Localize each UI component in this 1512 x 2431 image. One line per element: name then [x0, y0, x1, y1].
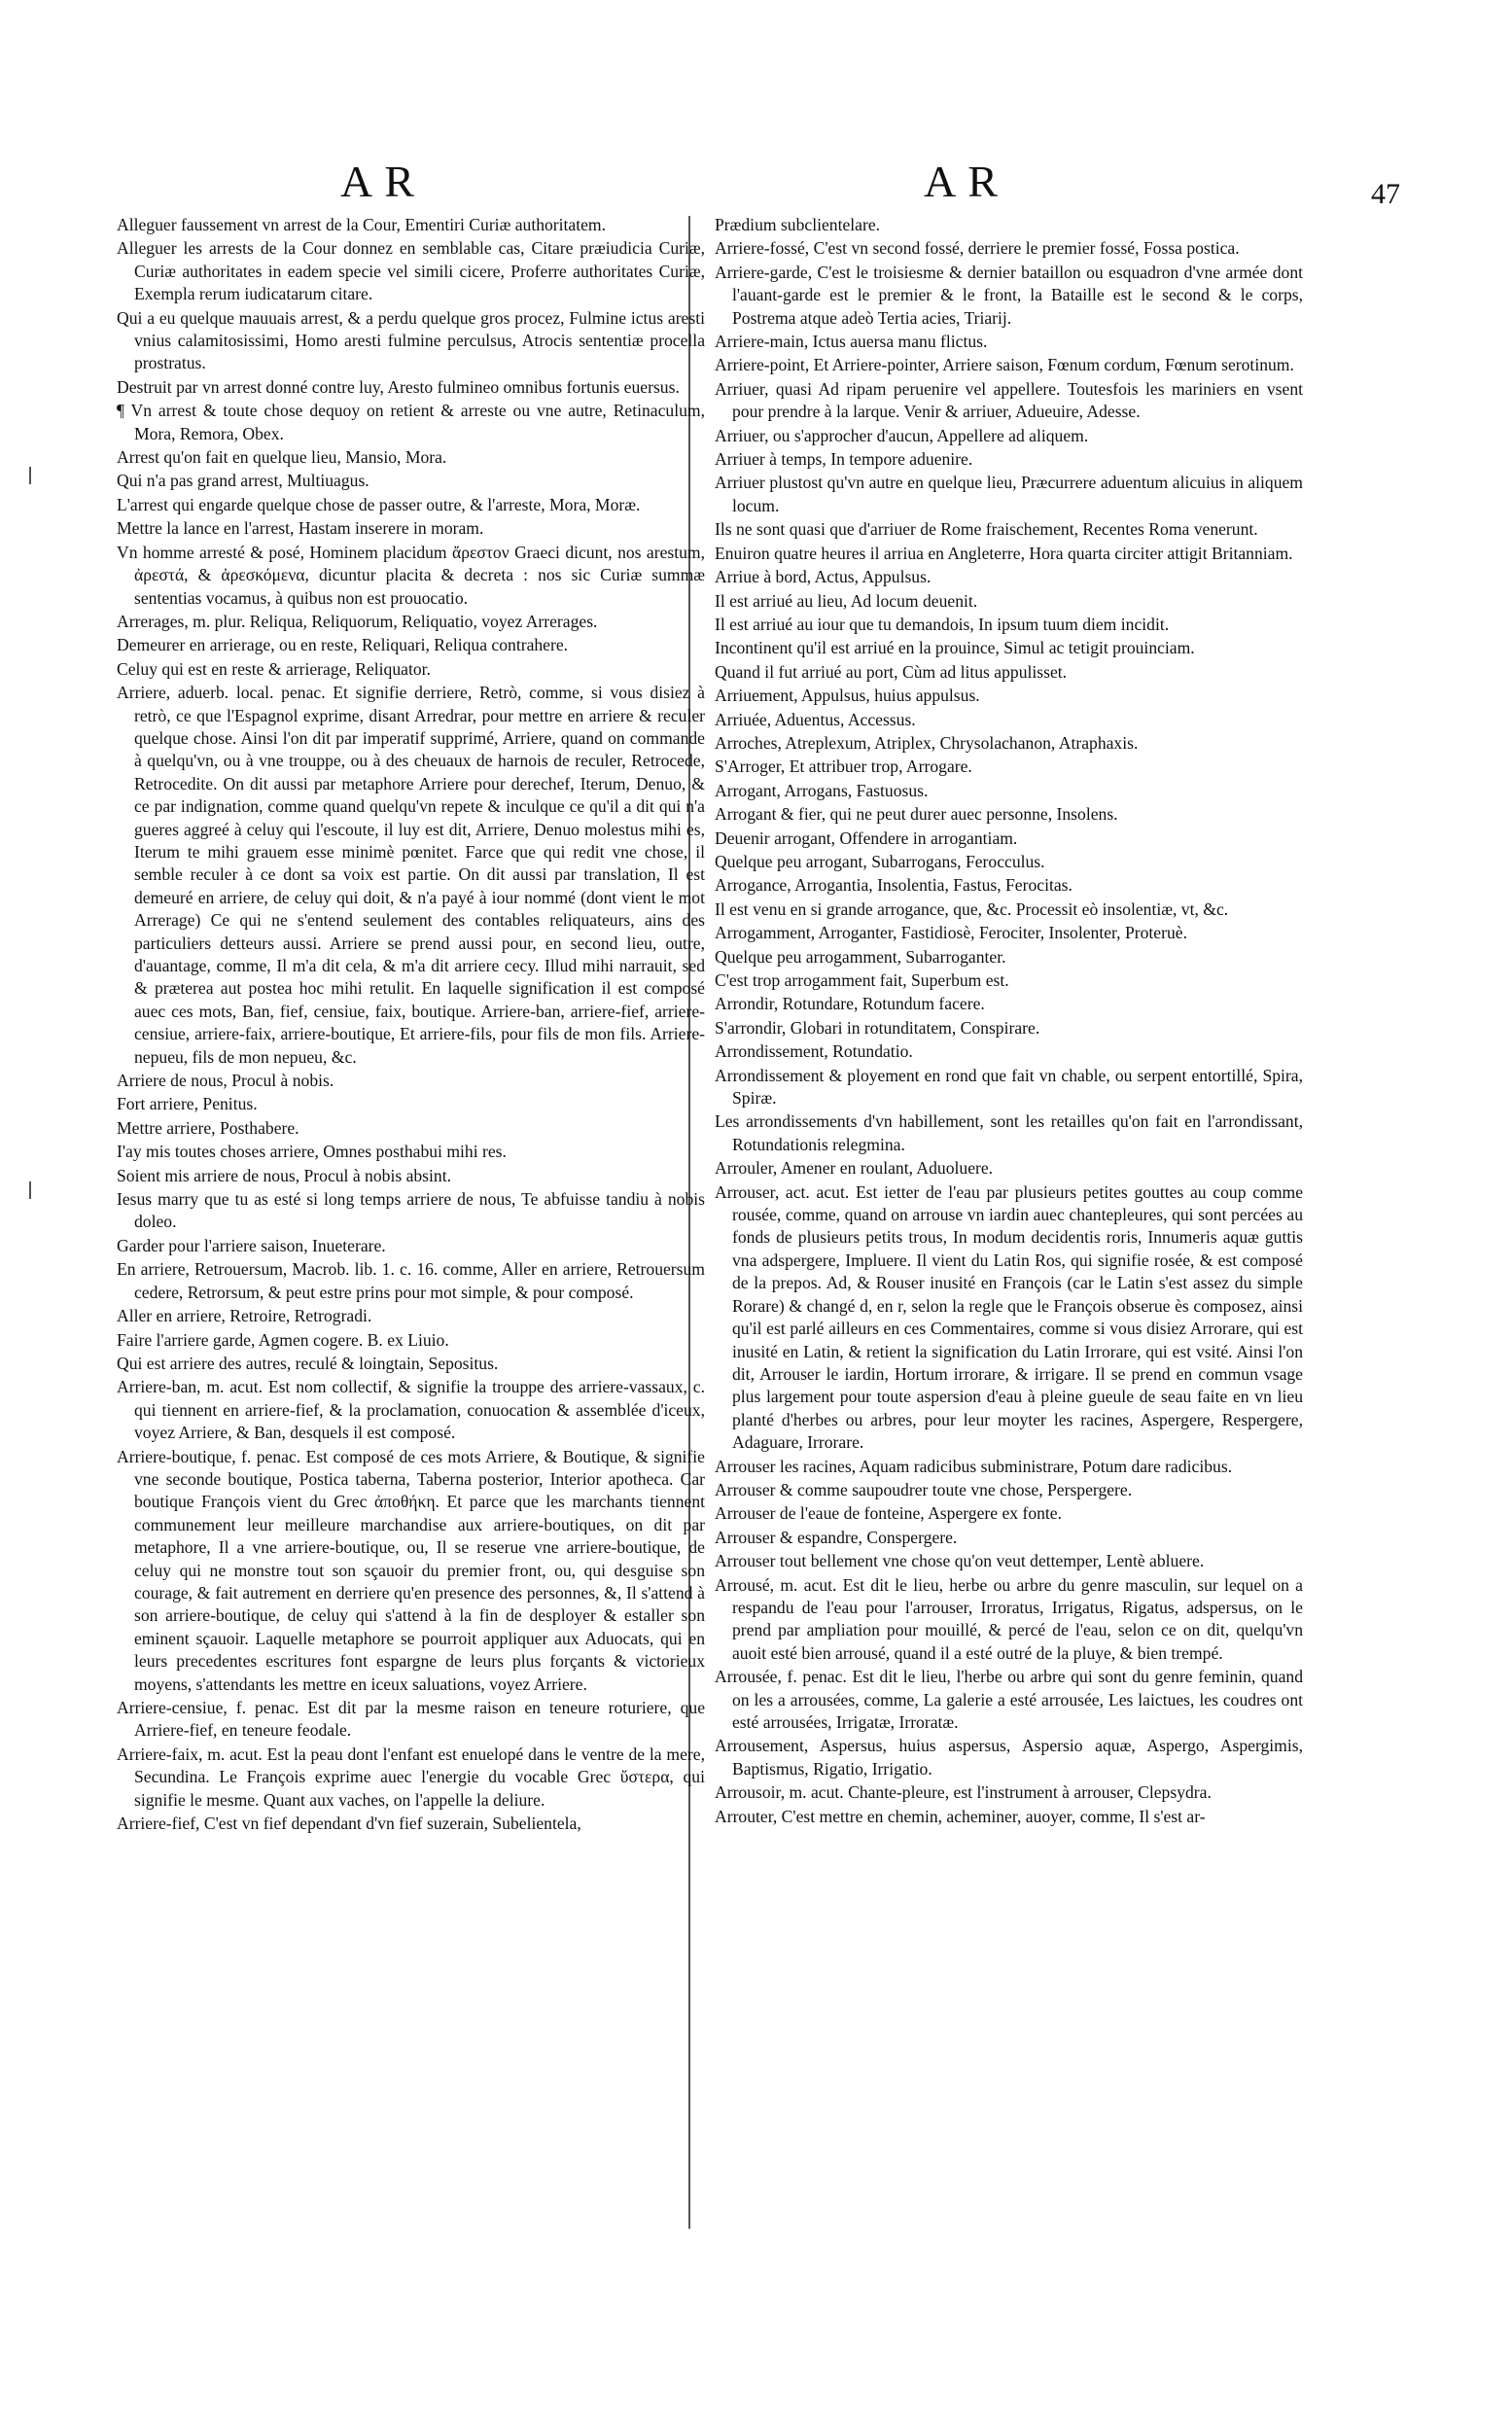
dictionary-entry: I'ay mis toutes choses arriere, Omnes posthabui mihi res.: [117, 1142, 507, 1162]
dictionary-entry: Arrousé, m. acut. Est dit le lieu, herbe ou arbre du genre masculin, sur lequel on a respandu de l'eau pour l'arrouser, Irroratus, Irrigatus, Rigatus, adspersus, on le prend par ampliation pour mouillé, & percé de l'eau, selon ce on dit, quelqu'vn auoit esté bien arrousé, quand il a esté outré de la pluye, & bien trempé.: [715, 1574, 1303, 1663]
dictionary-entry: S'arrondir, Globari in rotunditatem, Conspirare.: [715, 1017, 1040, 1038]
dictionary-entry: Arrondir, Rotundare, Rotundum facere.: [715, 994, 985, 1014]
dictionary-entry: C'est trop arrogamment fait, Superbum est.: [715, 970, 1009, 990]
margin-mark: [29, 467, 31, 484]
page-number: 47: [1371, 178, 1400, 210]
dictionary-entry: L'arrest qui engarde quelque chose de passer outre, & l'arreste, Mora, Moræ.: [117, 494, 641, 514]
dictionary-entry: Qui est arriere des autres, reculé & loingtain, Sepositus.: [117, 1353, 499, 1373]
dictionary-entry: Destruit par vn arrest donné contre luy, Aresto fulmineo omnibus fortunis euersus.: [117, 376, 680, 397]
dictionary-entry: Arrerages, m. plur. Reliqua, Reliquorum, Reliquatio, voyez Arrerages.: [117, 611, 598, 631]
dictionary-entry: Arrest qu'on fait en quelque lieu, Mansio, Mora.: [117, 447, 447, 468]
dictionary-entry: Arriuer, ou s'approcher d'aucun, Appellere ad aliquem.: [715, 425, 1089, 445]
dictionary-entry: Il est venu en si grande arrogance, que, &c. Processit eò insolentiæ, vt, &c.: [715, 898, 1229, 919]
dictionary-entry: ¶ Vn arrest & toute chose dequoy on retient & arreste ou vne autre, Retinaculum, Mora, Remora, Obex.: [117, 401, 705, 443]
dictionary-entry: S'Arroger, Et attribuer trop, Arrogare.: [715, 757, 972, 777]
dictionary-entry: Arrouser & espandre, Conspergere.: [715, 1527, 958, 1547]
dictionary-entry: Les arrondissements d'vn habillement, sont les retailles qu'on fait en l'arrondissant, Rotundationis relegmina.: [715, 1111, 1303, 1154]
dictionary-entry: Iesus marry que tu as esté si long temps arriere de nous, Te abfuisse tandiu à nobis doleo.: [117, 1189, 705, 1232]
dictionary-entry: Prædium subclientelare.: [715, 215, 881, 234]
dictionary-entry: Vn homme arresté & posé, Hominem placidum ἄρεστον Graeci dicunt, nos arestum, ἀρεστά, & ἀρεσκόμενα, dicuntur placita & decreta : nos sic Curiæ summæ sententias vocamus, à quibus non est prouocatio.: [117, 542, 705, 608]
dictionary-entry: Garder pour l'arriere saison, Inueterare.: [117, 1235, 386, 1255]
dictionary-entry: Arriere de nous, Procul à nobis.: [117, 1071, 334, 1091]
dictionary-entry: Quelque peu arrogant, Subarrogans, Ferocculus.: [715, 851, 1045, 871]
right-column: [715, 214, 1303, 1829]
dictionary-entry: Arriere-boutique, f. penac. Est composé de ces mots Arriere, & Boutique, & signifie vne seconde boutique, Postica taberna, Taberna posterior, Interior apotheca. Car boutique François vient du Grec ἀποθήκη. Et parce que les marchants tiennent communement leur meilleure marchandise aux arriere-boutiques, on dit par metaphore, Il a vne arriere-boutique, ou, Il se reserue vne arriere-boutique, de celuy qui ne monstre tout son sçauoir du premier front, ou, qui desguise son courage, & fait autrement en derriere qu'en presence des personnes, &, Il s'attend à son arriere-boutique, de celuy qui s'attend à la fin de desployer & estaller son eminent sçauoir. Laquelle metaphore se pourroit appliquer aux Aduocats, qui en leurs precedentes escritures font espargne de leurs plus forçants & victorieux moyens, s'attendants les mettre en iceux saluations, voyez Arriere.: [117, 1446, 705, 1694]
dictionary-entry: Arriere-faix, m. acut. Est la peau dont l'enfant est enuelopé dans le ventre de la mere, Secundina. Le François exprime auec l'energie du vocable Grec ὕστερα, qui signifie le mesme. Quant aux vaches, on l'appelle la deliure.: [117, 1744, 705, 1810]
dictionary-entry: Arrouser tout bellement vne chose qu'on veut dettemper, Lentè abluere.: [715, 1551, 1205, 1571]
dictionary-entry: Arriuée, Aduentus, Accessus.: [715, 709, 916, 729]
dictionary-entry: Demeurer en arrierage, ou en reste, Reliquari, Reliqua contrahere.: [117, 635, 569, 655]
running-head-right: AR: [924, 157, 1009, 206]
dictionary-entry: En arriere, Retrouersum, Macrob. lib. 1. c. 16. comme, Aller en arriere, Retrouersum cedere, Retrorsum, & peut estre prins pour mot simple, & pour composé.: [117, 1259, 705, 1302]
dictionary-entry: Arrogamment, Arroganter, Fastidiosè, Ferociter, Insolenter, Proteruè.: [715, 923, 1187, 943]
dictionary-entry: Arrouser les racines, Aquam radicibus subministrare, Potum dare radicibus.: [715, 1456, 1233, 1476]
dictionary-entry: Quelque peu arrogamment, Subarroganter.: [715, 946, 1006, 967]
dictionary-entry: Arrondissement & ployement en rond que fait vn chable, ou serpent entortillé, Spira, Spiræ.: [715, 1065, 1303, 1109]
dictionary-entry: Ils ne sont quasi que d'arriuer de Rome fraischement, Recentes Roma venerunt.: [715, 519, 1258, 540]
dictionary-entry: Arriere-main, Ictus auersa manu flictus.: [715, 332, 988, 352]
dictionary-entry: Arrouter, C'est mettre en chemin, acheminer, auoyer, comme, Il s'est ar-: [715, 1806, 1206, 1826]
dictionary-entry: Il est arriué au iour que tu demandois, In ipsum tuum diem incidit.: [715, 614, 1170, 634]
left-column: [117, 214, 705, 1836]
dictionary-entry: Arriere-censiue, f. penac. Est dit par la mesme raison en teneure roturiere, que Arriere-fief, en teneure feodale.: [117, 1698, 705, 1741]
dictionary-entry: Arrousée, f. penac. Est dit le lieu, l'herbe ou arbre qui sont du genre feminin, quand on les a arrousées, comme, La galerie a esté arrousée, Les laictues, les coudres ont esté arrousées, Irrigatæ, Irroratæ.: [715, 1667, 1303, 1732]
dictionary-entry: Aller en arriere, Retroire, Retrogradi.: [117, 1306, 372, 1326]
dictionary-entry: Arriere-garde, C'est le troisiesme & dernier bataillon ou esquadron d'vne armée dont l'auant-garde est le premier & le front, la Bataille est le second & le corps, Postrema atque adeò Tertia acies, Triarij.: [715, 262, 1303, 328]
running-head-left: AR: [340, 157, 426, 206]
dictionary-entry: Arriuement, Appulsus, huius appulsus.: [715, 686, 980, 706]
dictionary-entry: Arrouser de l'eaue de fonteine, Aspergere ex fonte.: [715, 1503, 1063, 1524]
dictionary-entry: Soient mis arriere de nous, Procul à nobis absint.: [117, 1165, 451, 1185]
dictionary-entry: Mettre arriere, Posthabere.: [117, 1117, 299, 1138]
dictionary-entry: Arrondissement, Rotundatio.: [715, 1041, 913, 1062]
dictionary-entry: Arriue à bord, Actus, Appulsus.: [715, 567, 932, 587]
dictionary-entry: Mettre la lance en l'arrest, Hastam inserere in moram.: [117, 518, 484, 539]
dictionary-entry: Celuy qui est en reste & arrierage, Reliquator.: [117, 658, 431, 679]
margin-mark: [29, 1181, 31, 1199]
dictionary-entry: Il est arriué au lieu, Ad locum deuenit.: [715, 590, 978, 611]
dictionary-entry: Arriuer, quasi Ad ripam peruenire vel appellere. Toutesfois les mariniers en vsent pour prendre à la larque. Venir & arriuer, Adueuire, Adesse.: [715, 378, 1303, 422]
dictionary-entry: Qui n'a pas grand arrest, Multiuagus.: [117, 471, 369, 491]
dictionary-entry: Alleguer les arrests de la Cour donnez en semblable cas, Citare præiudicia Curiæ, Curiæ authoritates in eadem specie vel simili cicere, Proferre authoritates Curiæ, Exempla rerum iudicatarum citare.: [117, 238, 705, 304]
dictionary-entry: Arroches, Atreplexum, Atriplex, Chrysolachanon, Atraphaxis.: [715, 732, 1139, 753]
dictionary-entry: Alleguer faussement vn arrest de la Cour, Ementiri Curiæ authoritatem.: [117, 215, 607, 234]
dictionary-entry: Arrouser, act. acut. Est ietter de l'eau par plusieurs petites gouttes au coup comme rousée, comme, quand on arrouse vn iardin auec chantepleures, qui sont percées au fonds de plusieurs petits trous, In modum decidentis roris, Innumeris aquæ guttis vna adspergere, Impluere. Il vient du Latin Ros, qui signifie rosée, & est composé de la prepos. Ad, & Rouser inusité en François (car le Latin s'est assez du simple Rorare) & changé d, en r, selon la regle que le François obserue ès composez, ainsi qu'il est parlé ailleurs en ces Commentaires, comme si vous disiez Arrorare, qui est inusité en Latin, & retient la signification du Latin Irrorare, qui est vsité. Ainsi l'on dit, Arrouser le iardin, Hortum irrorare, & irrigare. Il se prend en commun vsage plus largement pour toute aspersion d'eau à pleine gueule de seau faite en vn lieu planté d'herbes ou arbres, pour leur moyter les racines, Aspergere, Respergere, Adaguare, Irrorare.: [715, 1181, 1303, 1453]
dictionary-entry: Arrogant & fier, qui ne peut durer auec personne, Insolens.: [715, 804, 1118, 825]
dictionary-entry: Arrouler, Amener en roulant, Aduoluere.: [715, 1158, 994, 1179]
dictionary-entry: Deuenir arrogant, Offendere in arrogantiam.: [715, 828, 1018, 848]
dictionary-entry: Arrouser & comme saupoudrer toute vne chose, Perspergere.: [715, 1479, 1133, 1499]
dictionary-entry: Qui a eu quelque mauuais arrest, & a perdu quelque gros procez, Fulmine ictus aresti vnius calamitosissimi, Homo aresti fulmine perculsus, Atrocis sententiæ procella prostratus.: [117, 307, 705, 373]
dictionary-entry: Enuiron quatre heures il arriua en Angleterre, Hora quarta circiter attigit Britanniam.: [715, 543, 1293, 563]
dictionary-entry: Arrousement, Aspersus, huius aspersus, Aspersio aquæ, Aspergo, Aspergimis, Baptismus, Rigatio, Irrigatio.: [715, 1736, 1303, 1779]
dictionary-entry: Arriere-point, Et Arriere-pointer, Arriere saison, Fœnum cordum, Fœnum serotinum.: [715, 355, 1294, 375]
dictionary-entry: Quand il fut arriué au port, Cùm ad litus appulisset.: [715, 661, 1068, 682]
dictionary-entry: Arriuer plustost qu'vn autre en quelque lieu, Præcurrere aduentum alicuius in aliquem locum.: [715, 473, 1303, 515]
dictionary-entry: Arriere-ban, m. acut. Est nom collectif, & signifie la trouppe des arriere-vassaux, c. qui tiennent en arriere-fief, & la proclamation, conuocation & assemblée d'iceux, voyez Arriere, & Ban, desquels il est composé.: [117, 1377, 705, 1443]
dictionary-entry: Arrogant, Arrogans, Fastuosus.: [715, 780, 929, 800]
dictionary-entry: Arrousoir, m. acut. Chante-pleure, est l'instrument à arrouser, Clepsydra.: [715, 1782, 1212, 1803]
dictionary-entry: Arriuer à temps, In tempore aduenire.: [715, 449, 973, 470]
dictionary-entry: Fort arriere, Penitus.: [117, 1094, 258, 1114]
dictionary-entry: Faire l'arriere garde, Agmen cogere. B. ex Liuio.: [117, 1329, 449, 1350]
dictionary-entry: Arriere-fossé, C'est vn second fossé, derriere le premier fossé, Fossa postica.: [715, 238, 1240, 259]
dictionary-entry: Arrogance, Arrogantia, Insolentia, Fastus, Ferocitas.: [715, 875, 1072, 896]
dictionary-entry: Incontinent qu'il est arriué en la prouince, Simul ac tetigit prouinciam.: [715, 638, 1195, 658]
dictionary-entry: Arriere, aduerb. local. penac. Et signifie derriere, Retrò, comme, si vous disiez à retrò, ce que l'Espagnol exprime, disant Arredrar, pour mettre en arriere & reculer quelque chose. Ainsi l'on dit par imperatif supprimé, Arriere, quand on commande à quelqu'vn, ou à vne trouppe, ou à des cheuaux de harnois de reculer, Retrocede, Retrocedite. On dit aussi par metaphore Arriere pour derechef, Iterum, Denuo, & ce par indignation, comme quand quelqu'vn repete & inculque ce qu'il a dit qui n'a gueres aggreé à celuy qui l'escoute, il luy est dit, Arriere, Denuo molestus mihi es, Iterum te mihi grauem esse minimè pœnitet. Farce que qui redit vne chose, il semble reculer à ce dont sa voix est partie. On dit aussi par translation, Il est demeuré en arriere, de celuy qui doit, & n'a payé à iour nommé (dont vient le mot Arrerage) Ce qui ne s'entend seulement des contables reliquateurs, ains des particuliers detteurs aussi. Arriere se prend aussi pour, en second lieu, outre, d'auantage, comme, Il m'a dit cela, & m'a dit arriere cecy. Illud mihi narrauit, sed & præterea aut postea hoc mihi retulit. En laquelle signification il est composé auec ces mots, Ban, fief, censiue, faix, boutique. Arriere-ban, arriere-fief, arriere-censiue, arriere-faix, arriere-boutique, Et arriere-fils, pour fils de mon fils. Arriere-nepueu, fils de mon nepueu, &c.: [117, 683, 705, 1067]
dictionary-entry: Arriere-fief, C'est vn fief dependant d'vn fief suzerain, Subelientela,: [117, 1814, 581, 1834]
